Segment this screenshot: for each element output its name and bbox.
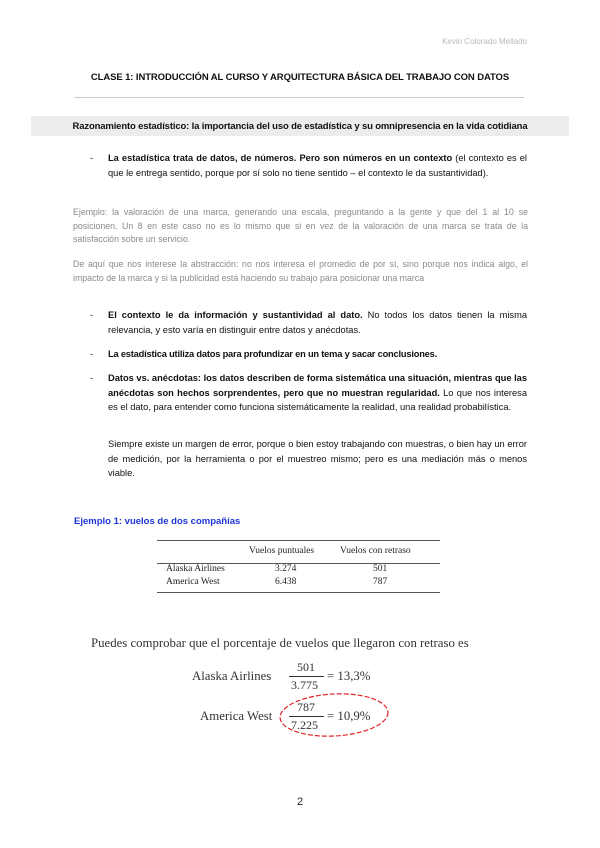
bullet-1-bold: La estadística trata de datos, de números. Pero son números en un contexto (108, 153, 453, 163)
bullet-1-rest: (el contexto es el que le entrega sentido, porque por sí solo no tiene sentido – el contexto le da sustantividad). (108, 153, 527, 178)
document-title: CLASE 1: INTRODUCCIÓN AL CURSO Y ARQUITECTURA BÁSICA DEL TRABAJO CON DATOS (90, 72, 510, 83)
table-cell-airline: Alaska Airlines (166, 564, 225, 574)
calc-denominator: 7.225 (291, 718, 318, 732)
table-cell-on-time: 3.274 (275, 564, 297, 574)
abstraction-note: De aquí que nos interese la abstracción: no nos interesa el promedio de por sí, sino porque nos indica algo, el impacto de la marca y si la publicidad está haciendo su trabajo para posicionar una marca (73, 259, 528, 283)
bullet-dash: - (90, 310, 94, 320)
bullet-2-text (108, 308, 527, 337)
fraction-bar (289, 676, 324, 677)
bullet-1-text (108, 151, 527, 180)
table-cell-delayed: 501 (373, 564, 388, 574)
calc-numerator: 787 (297, 700, 315, 714)
highlight-ellipse (276, 690, 392, 740)
calc-numerator: 501 (297, 660, 315, 674)
table-cell-on-time: 6.438 (275, 577, 297, 587)
author-name: Kevin Colorado Mellado (442, 37, 527, 46)
bullet-dash: - (90, 349, 94, 359)
table-header-on-time: Vuelos puntuales (249, 546, 315, 556)
bullet-4-text (108, 371, 527, 415)
example-title: Ejemplo 1: vuelos de dos compañías (74, 516, 241, 527)
calc-airline-label: Alaska Airlines (192, 669, 272, 683)
bullet-dash: - (90, 373, 94, 383)
table-cell-airline: America West (166, 577, 220, 587)
table-rule-bottom (157, 592, 440, 593)
calc-denominator: 3.775 (291, 678, 318, 692)
section-heading: Razonamiento estadístico: la importancia del uso de estadística y su omnipresencia en la vida cotidiana (72, 121, 528, 132)
bullet-2-bold: El contexto le da información y sustantividad al dato. (108, 310, 363, 320)
page-number: 2 (296, 796, 304, 808)
table-header-delayed: Vuelos con retraso (340, 546, 411, 556)
bullet-3-text (108, 347, 527, 362)
error-margin-paragraph: Siempre existe un margen de error, porque o bien estoy trabajando con muestras, o bien hay un error de medición, por la herramienta o por el muestreo mismo; pero es una mediación más o menos viable. (108, 439, 527, 479)
example-note: Ejemplo: la valoración de una marca, generando una escala, preguntando a la gente y que del 1 al 10 se posicionen. Un 8 en este caso no es lo mismo que si en vez de la valoración de una marca se trata de la satisfacción sobre un servicio. (73, 207, 528, 245)
bullet-2-rest: No todos los datos tienen la misma relevancia, y esto varía en distinguir entre datos y anécdotas. (108, 310, 527, 335)
bullet-4-bold: Datos vs. anécdotas: los datos describen de forma sistemática una situación, mientras que las anécdotas son hechos sorprendentes, pero que no muestran regularidad. (108, 373, 528, 398)
table-cell-delayed: 787 (373, 577, 388, 587)
calc-result: = 10,9% (327, 709, 371, 723)
bullet-4-rest: Lo que nos interesa es el dato, para entender como funciona sistemáticamente la realidad, una realidad probabilística. (108, 387, 527, 413)
calculation-intro: Puedes comprobar que el porcentaje de vuelos que llegaron con retraso es (91, 636, 469, 650)
calc-result: = 13,3% (327, 669, 371, 683)
table-rule-top (157, 540, 440, 541)
calc-airline-label: America West (200, 709, 273, 723)
bullet-3-bold: La estadística utiliza datos para profundizar en un tema y sacar conclusiones. (108, 349, 438, 359)
title-divider (74, 97, 524, 98)
bullet-dash: - (90, 153, 94, 163)
